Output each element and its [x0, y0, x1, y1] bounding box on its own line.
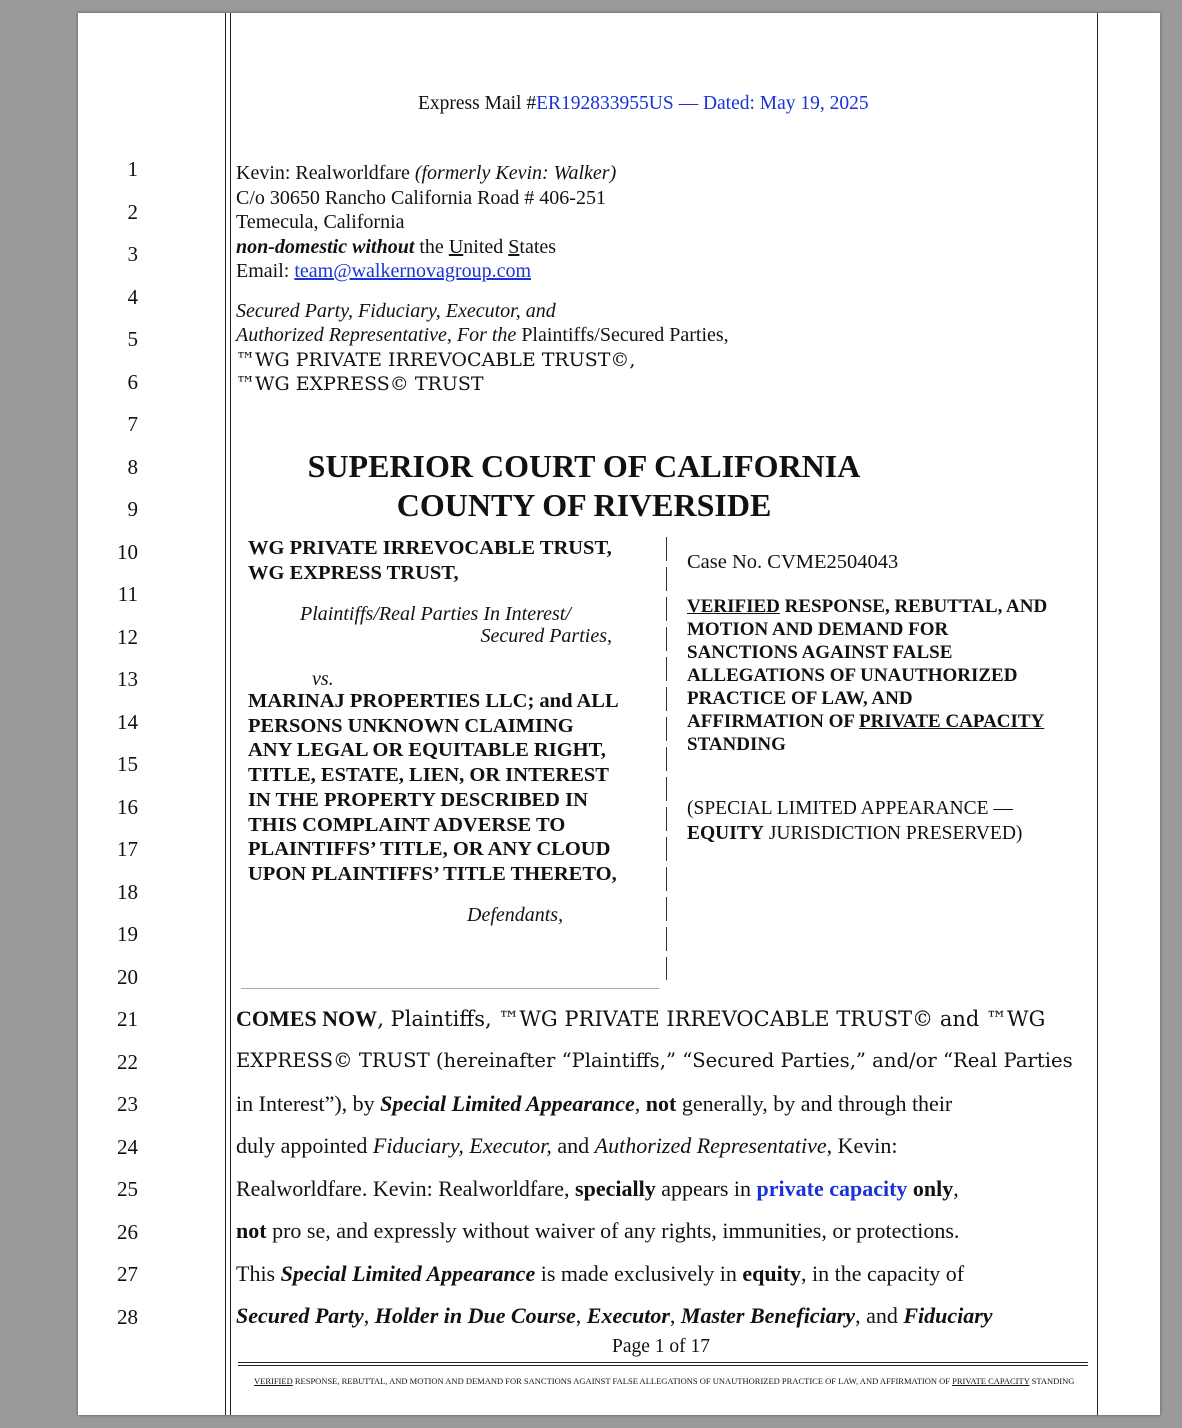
line-number: 2 [127, 199, 138, 224]
caption-bottom-rule [241, 988, 659, 989]
l25-b: specially [575, 1176, 656, 1201]
plaintiff-role-1: Plaintiffs/Real Parties In Interest/ [300, 603, 571, 625]
line-number: 20 [117, 964, 138, 989]
defendant-line: MARINAJ PROPERTIES LLC; and ALL [248, 690, 619, 712]
l28-h: , and [855, 1303, 904, 1328]
line-number: 8 [127, 454, 138, 479]
right-margin-rule [1097, 13, 1098, 1415]
body-line-23 [236, 1091, 952, 1117]
line-number: 17 [117, 837, 138, 861]
defendant-line: PLAINTIFFS’ TITLE, OR ANY CLOUD [248, 838, 611, 861]
caption-divider-segment [666, 597, 667, 621]
line-number: 22 [117, 1049, 138, 1074]
page-number: Page 1 of 17 [612, 1336, 711, 1357]
line-number: 4 [127, 284, 138, 309]
title-line-7: STANDING [687, 734, 786, 755]
appearance-equity: EQUITY [687, 822, 764, 844]
line-number: 9 [127, 497, 138, 521]
footer-title [254, 1376, 1074, 1386]
defendant-line: IN THE PROPERTY DESCRIBED IN [248, 788, 588, 811]
plaintiff-role [300, 603, 612, 647]
defendant-role: Defendants, [467, 904, 564, 926]
party-name: Kevin: Realworldfare [236, 162, 410, 184]
title-line-1: RESPONSE, REBUTTAL, AND [779, 596, 1048, 617]
trust-line-1: ™WG PRIVATE IRREVOCABLE TRUST©, [236, 348, 636, 371]
plaintiff-role-2: Secured Parties, [480, 625, 612, 647]
body-line-26 [236, 1218, 959, 1244]
appearance-line-1: (SPECIAL LIMITED APPEARANCE — [687, 798, 1013, 819]
formerly-name: (formerly Kevin: Walker) [414, 162, 617, 184]
l26-a: not [236, 1218, 267, 1243]
footer-middle: RESPONSE, REBUTTAL, AND MOTION AND DEMAND FOR SANCTIONS AGAINST FALSE ALLEGATIONS OF UNAUTHORIZED PRACTICE OF LAW, AND AFFIRMATION OF [292, 1376, 953, 1386]
l23-e: generally, by and through their [676, 1091, 953, 1116]
l22-text: EXPRESS© TRUST (hereinafter “Plaintiffs,” “Secured Parties,” and/or “Real Parties [236, 1049, 1073, 1072]
l27-d: equity [742, 1261, 802, 1286]
l28-i: Fiduciary [903, 1303, 993, 1328]
email-label: Email: [236, 260, 295, 282]
caption-defendants [248, 689, 619, 887]
title-line-3: SANCTIONS AGAINST FALSE [687, 642, 953, 663]
defendant-line: PERSONS UNKNOWN CLAIMING [248, 714, 574, 737]
status-tates: tates [519, 235, 557, 258]
status-u: U [448, 235, 464, 258]
footer-verified: VERIFIED [254, 1376, 293, 1386]
line-number: 13 [117, 667, 138, 691]
caption-divider-segment [666, 627, 667, 651]
caption-divider-segment [666, 867, 667, 891]
line-number: 5 [127, 327, 138, 351]
defendant-line: THIS COMPLAINT ADVERSE TO [248, 813, 566, 836]
footer-rule-bottom [238, 1365, 1088, 1366]
line-number: 27 [117, 1262, 138, 1286]
footer-private-capacity: PRIVATE CAPACITY [952, 1376, 1030, 1386]
l28-f: , [669, 1303, 681, 1328]
line-number: 12 [117, 624, 138, 649]
l24-a: duly appointed [236, 1133, 373, 1158]
status-s: S [508, 235, 520, 258]
l24-d: Authorized Representative [594, 1133, 827, 1158]
line-number: 24 [117, 1134, 138, 1159]
l23-c: , [634, 1091, 646, 1116]
body-line-27 [236, 1261, 964, 1287]
line-number: 18 [117, 879, 138, 904]
trust-line-2: ™WG EXPRESS© TRUST [236, 373, 484, 395]
footer-end: STANDING [1029, 1376, 1075, 1386]
l23-b: Special Limited Appearance [380, 1091, 635, 1116]
line-number: 11 [117, 582, 138, 606]
appearance-line-2: JURISDICTION PRESERVED) [763, 822, 1023, 844]
role-line-2-italic: Authorized Representative, For the [236, 324, 517, 346]
caption-divider-segment [666, 957, 667, 980]
caption-divider-segment [666, 687, 667, 711]
left-margin-rule-outer [225, 13, 226, 1415]
line-number: 23 [117, 1092, 138, 1116]
body-line-24 [236, 1133, 898, 1159]
caption-divider-segment [666, 837, 667, 861]
l21-text: , Plaintiffs, ™WG PRIVATE IRREVOCABLE TRUST© and ™WG [377, 1007, 1046, 1031]
defendant-line: ANY LEGAL OR EQUITABLE RIGHT, [248, 739, 606, 762]
l25-c: appears in [655, 1176, 757, 1201]
caption-divider-segment [666, 657, 667, 681]
l28-b: , [363, 1303, 375, 1328]
court-title-line-2: COUNTY OF RIVERSIDE [396, 487, 772, 523]
body-line-28 [236, 1303, 993, 1329]
email-link[interactable]: team@walkernovagroup.com [294, 260, 531, 282]
line-number: 21 [117, 1007, 138, 1031]
line-number: 26 [117, 1219, 138, 1244]
comes-now: COMES NOW [236, 1006, 378, 1031]
l28-d: , [575, 1303, 587, 1328]
mail-prefix: Express Mail # [418, 93, 537, 114]
appearance-note [687, 797, 1022, 846]
line-number: 10 [117, 539, 138, 564]
l27-a: This [236, 1261, 281, 1286]
title-verified: VERIFIED [687, 596, 780, 617]
case-number: Case No. CVME2504043 [687, 551, 899, 573]
caption-divider-segment [666, 897, 667, 921]
plaintiff-1: WG PRIVATE IRREVOCABLE TRUST, [248, 537, 612, 559]
l27-b: Special Limited Appearance [280, 1261, 536, 1286]
l26-b: pro se, and expressly without waiver of any rights, immunities, or protections. [266, 1218, 960, 1243]
caption-divider-segment [666, 537, 667, 561]
l25-g: , [953, 1176, 959, 1201]
express-mail-header [418, 93, 869, 115]
left-margin-rule-inner [230, 13, 231, 1415]
title-line-6b: PRIVATE CAPACITY [859, 711, 1045, 732]
l24-c: and [551, 1133, 595, 1158]
body-line-22 [236, 1048, 1073, 1073]
title-line-4: ALLEGATIONS OF UNAUTHORIZED [687, 665, 1018, 686]
caption-plaintiffs [248, 536, 612, 585]
body-line-25 [236, 1176, 959, 1202]
court-title-line-1: SUPERIOR COURT OF CALIFORNIA [307, 448, 861, 484]
l28-a: Secured Party [236, 1303, 364, 1328]
tracking-number: ER192833955US [536, 93, 674, 114]
line-number: 19 [117, 922, 138, 946]
l23-d: not [645, 1091, 677, 1116]
line-number: 14 [117, 709, 138, 734]
caption-divider-segment [666, 747, 667, 771]
line-number: 16 [117, 794, 138, 819]
l27-e: , in the capacity of [801, 1261, 965, 1286]
party-block [236, 161, 729, 397]
line-number: 28 [117, 1304, 138, 1329]
line-number: 15 [117, 752, 138, 776]
l28-e: Executor [586, 1303, 670, 1328]
versus: vs. [312, 668, 334, 690]
l27-c: is made exclusively in [535, 1261, 743, 1286]
line-number: 7 [127, 412, 138, 436]
address-line-2: Temecula, California [236, 211, 405, 233]
l25-private-capacity: private capacity [756, 1176, 908, 1201]
body-line-21 [236, 1006, 1045, 1032]
caption-divider-segment [666, 927, 667, 951]
l25-only: only [912, 1176, 954, 1201]
plaintiff-2: WG EXPRESS TRUST, [248, 561, 459, 584]
l24-e: , Kevin: [826, 1133, 898, 1158]
defendant-line: UPON PLAINTIFFS’ TITLE THERETO, [248, 862, 617, 885]
l28-g: Master Beneficiary [680, 1303, 856, 1328]
line-number: 25 [117, 1177, 138, 1201]
l23-a: in Interest”), by [236, 1091, 381, 1116]
caption-divider-segment [666, 567, 667, 591]
l25-a: Realworldfare. Kevin: Realworldfare, [236, 1176, 576, 1201]
document-title [687, 595, 1047, 756]
footer-rule-top [238, 1362, 1088, 1363]
title-line-5: PRACTICE OF LAW, AND [687, 688, 913, 709]
caption-divider-segment [666, 777, 667, 801]
address-line-1: C/o 30650 Rancho California Road # 406-251 [236, 186, 606, 209]
role-line-2-rest: Plaintiffs/Secured Parties, [516, 324, 729, 346]
line-number: 3 [127, 242, 138, 266]
title-line-2: MOTION AND DEMAND FOR [687, 619, 949, 640]
l24-b: Fiduciary, Executor, [372, 1133, 552, 1158]
l28-c: Holder in Due Course [374, 1303, 576, 1328]
status-the: the [414, 235, 449, 258]
role-line-1: Secured Party, Fiduciary, Executor, and [236, 299, 556, 322]
caption-divider-segment [666, 807, 667, 831]
line-number: 6 [127, 369, 138, 394]
defendant-line: TITLE, ESTATE, LIEN, OR INTEREST [248, 764, 609, 787]
line-number: 1 [127, 157, 138, 181]
title-line-6a: AFFIRMATION OF [687, 711, 860, 732]
status-bold: non-domestic without [236, 235, 415, 258]
caption-divider-segment [666, 717, 667, 741]
status-nited: nited [463, 235, 509, 258]
mail-date: — Dated: May 19, 2025 [673, 93, 869, 114]
